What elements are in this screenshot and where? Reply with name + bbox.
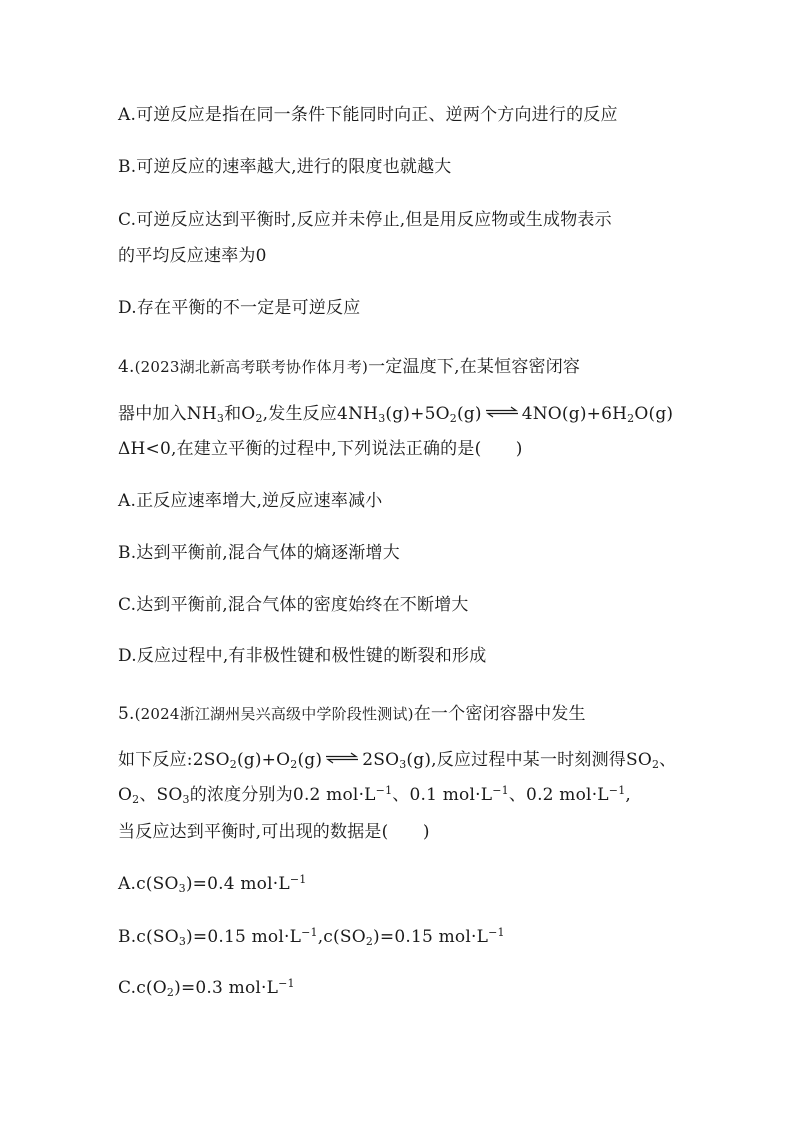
superscript: −1 <box>492 784 509 797</box>
q3-option-d: D.存在平衡的不一定是可逆反应 <box>118 298 361 318</box>
q5-text: 的浓度分别为0.2 mol·L <box>189 785 376 805</box>
q4-text: (g) <box>456 404 482 424</box>
q4-stem-line3: ΔH<0,在建立平衡的过程中,下列说法正确的是( ) <box>118 439 523 459</box>
subscript: 2 <box>132 793 140 806</box>
superscript: −1 <box>488 926 505 939</box>
subscript: 2 <box>449 412 457 425</box>
subscript: 3 <box>378 412 386 425</box>
q4-stem-line2 <box>118 403 673 425</box>
q5-text: (g),反应过程中某一时刻测得SO <box>406 750 652 770</box>
q5-text: 、0.2 mol·L <box>508 785 609 805</box>
q3-option-b: B.可逆反应的速率越大,进行的限度也就越大 <box>118 157 452 177</box>
equilibrium-arrow-icon <box>325 752 359 764</box>
q4-text: ,发生反应4NH <box>262 404 379 424</box>
subscript: 3 <box>399 758 407 771</box>
q5-text: O <box>118 785 133 805</box>
q5-text: C.c(O <box>118 978 167 998</box>
q4-source: (2023湖北新高考联考协作体月考) <box>134 358 369 376</box>
q5-option-c <box>118 977 295 999</box>
superscript: −1 <box>278 977 295 990</box>
q5-stem-line4: 当反应达到平衡时,可出现的数据是( ) <box>118 822 430 842</box>
subscript: 2 <box>290 758 298 771</box>
q5-stem-text1: 在一个密闭容器中发生 <box>413 704 586 724</box>
subscript: 3 <box>216 412 225 425</box>
subscript: 3 <box>178 935 187 948</box>
q5-text: 2SO <box>362 750 400 770</box>
equilibrium-arrow-icon <box>485 406 519 418</box>
superscript: −1 <box>289 873 307 886</box>
q3-option-c-line1: C.可逆反应达到平衡时,反应并未停止,但是用反应物或生成物表示 <box>118 210 612 230</box>
q5-source: (2024浙江湖州吴兴高级中学阶段性测试) <box>134 705 414 723</box>
q3-option-c-line2: 的平均反应速率为0 <box>118 246 267 266</box>
q4-option-c: C.达到平衡前,混合气体的密度始终在不断增大 <box>118 595 469 615</box>
q4-option-a: A.正反应速率增大,逆反应速率减小 <box>118 491 383 511</box>
q5-text: 、 <box>659 750 677 770</box>
subscript: 2 <box>365 935 374 948</box>
q5-text: A.c(SO <box>118 874 179 894</box>
subscript: 3 <box>178 882 186 895</box>
q5-text: 、0.1 mol·L <box>392 785 493 805</box>
q5-text: )=0.3 mol·L <box>174 978 279 998</box>
subscript: 3 <box>182 793 190 806</box>
q5-text: B.c(SO <box>118 927 179 947</box>
q4-stem-line1 <box>118 356 580 378</box>
superscript: −1 <box>608 784 626 797</box>
subscript: 2 <box>166 986 175 999</box>
q5-text: )=0.15 mol·L <box>186 927 302 947</box>
q4-text: 器中加入NH <box>118 404 217 424</box>
q5-stem-line1 <box>118 703 586 725</box>
q4-text: O(g) <box>634 404 674 424</box>
q4-option-d: D.反应过程中,有非极性键和极性键的断裂和形成 <box>118 646 487 666</box>
q4-number: 4. <box>118 357 135 377</box>
q5-option-a <box>118 873 306 895</box>
q5-option-b <box>118 926 505 948</box>
q5-stem-line2 <box>118 749 676 771</box>
q4-text: 和O <box>224 404 256 424</box>
subscript: 2 <box>229 758 237 771</box>
q5-text: (g) <box>297 750 323 770</box>
q3-option-a: A.可逆反应是指在同一条件下能同时向正、逆两个方向进行的反应 <box>118 105 618 125</box>
q5-text: )=0.4 mol·L <box>185 874 290 894</box>
q5-text: , <box>625 785 632 805</box>
q5-text: 如下反应:2SO <box>118 750 230 770</box>
q5-text: (g)+O <box>236 750 291 770</box>
subscript: 2 <box>255 412 263 425</box>
superscript: −1 <box>301 926 318 939</box>
q5-text: ,c(SO <box>317 927 366 947</box>
superscript: −1 <box>375 784 393 797</box>
q5-stem-line3 <box>118 784 631 806</box>
subscript: 2 <box>651 758 660 771</box>
q5-text: )=0.15 mol·L <box>373 927 489 947</box>
q4-option-b: B.达到平衡前,混合气体的熵逐渐增大 <box>118 543 400 563</box>
q5-text: 、SO <box>139 785 183 805</box>
q4-stem-text1: 一定温度下,在某恒容密闭容 <box>368 357 581 377</box>
q4-text: 4NO(g)+6H <box>521 404 628 424</box>
q5-number: 5. <box>118 704 135 724</box>
subscript: 2 <box>627 412 635 425</box>
q4-text: (g)+5O <box>385 404 450 424</box>
